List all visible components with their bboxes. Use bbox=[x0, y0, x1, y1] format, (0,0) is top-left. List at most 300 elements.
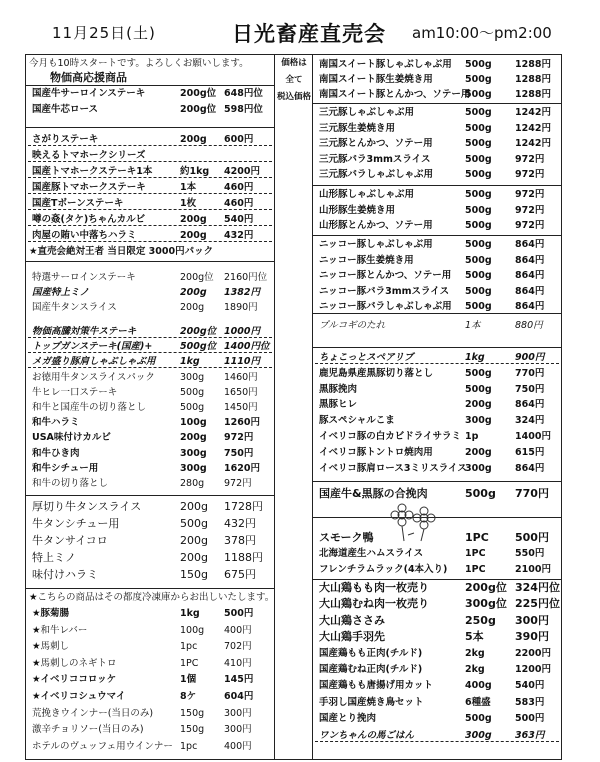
item-price: 1288円 bbox=[515, 59, 551, 70]
item-name: フレンチラムラック(4本入り) bbox=[319, 564, 448, 575]
frozen-note: ★こちらの商品はその都度冷凍庫からお出しいたします。 bbox=[29, 592, 275, 603]
list-item bbox=[28, 355, 272, 368]
item-price: 378円 bbox=[224, 534, 256, 547]
item-price: 972円 bbox=[224, 478, 252, 489]
item-qty: 280g bbox=[180, 478, 205, 489]
item-name: 三元豚とんかつ、ソテー用 bbox=[319, 138, 433, 149]
list-item bbox=[28, 500, 272, 513]
item-qty: 200g位 bbox=[180, 326, 217, 337]
item-qty: 500g bbox=[465, 487, 496, 500]
list-item bbox=[28, 657, 272, 670]
item-qty: 500g bbox=[465, 169, 492, 180]
list-item bbox=[28, 229, 272, 242]
list-item bbox=[315, 547, 559, 560]
section-divider bbox=[313, 481, 561, 482]
item-price: 1450円 bbox=[224, 402, 258, 413]
item-name: 牛タンシチュー用 bbox=[32, 517, 120, 530]
section-divider bbox=[313, 347, 561, 348]
item-qty: 1PC bbox=[465, 531, 489, 544]
list-item bbox=[315, 219, 559, 232]
item-qty: 500g bbox=[465, 122, 492, 134]
item-price: 1288円 bbox=[515, 74, 551, 85]
section-title: 物価高応援商品 bbox=[50, 71, 127, 84]
item-price: 604円 bbox=[224, 691, 254, 702]
section-divider bbox=[26, 127, 274, 128]
item-price: 972円 bbox=[224, 432, 254, 444]
item-name: ★馬刺しのネギトロ bbox=[32, 657, 117, 669]
list-item bbox=[315, 581, 559, 594]
list-item bbox=[315, 319, 559, 332]
section-divider bbox=[26, 588, 274, 589]
item-name: 三元豚しゃぶしゃぶ用 bbox=[319, 107, 415, 118]
list-item bbox=[315, 269, 559, 282]
item-name: 肉屋の賄い中落ちハラミ bbox=[32, 230, 137, 241]
item-qty: 100g bbox=[180, 417, 207, 429]
item-qty: 1kg bbox=[465, 352, 485, 363]
section-divider bbox=[313, 235, 561, 236]
list-item bbox=[28, 371, 272, 384]
item-name: 国産とり挽肉 bbox=[319, 713, 377, 725]
item-price: 1110円 bbox=[224, 356, 260, 368]
item-name: 国産牛タンスライス bbox=[32, 302, 117, 313]
item-name: 国産Tボーンステーキ bbox=[32, 198, 124, 209]
item-name: ★豚菊腸 bbox=[32, 608, 70, 619]
list-item bbox=[28, 301, 272, 314]
item-name: 国産鶏むね正肉(チルド) bbox=[319, 664, 423, 675]
item-name: ニッコー豚しゃぶしゃぶ用 bbox=[319, 239, 433, 250]
item-price: 550円 bbox=[515, 548, 545, 559]
list-item bbox=[315, 188, 559, 201]
list-item bbox=[315, 106, 559, 119]
item-qty: 300g bbox=[180, 462, 207, 474]
item-qty: 500g bbox=[465, 367, 492, 379]
item-price: 363円 bbox=[515, 729, 545, 741]
item-price: 432円 bbox=[224, 517, 256, 530]
item-name: 国産特上ミノ bbox=[32, 287, 90, 298]
item-qty: 150g bbox=[180, 707, 205, 719]
item-qty: 200g bbox=[180, 432, 207, 444]
list-item bbox=[28, 673, 272, 686]
item-price: 864円 bbox=[515, 399, 545, 411]
list-item bbox=[315, 168, 559, 181]
item-name: 南国スイート豚生姜焼き用 bbox=[319, 74, 433, 85]
list-item bbox=[28, 149, 272, 162]
item-price: 615円 bbox=[515, 446, 545, 458]
item-price: 1620円 bbox=[224, 462, 260, 474]
item-name: 噂の姦(タケ)ちゃんカルビ bbox=[32, 214, 146, 225]
item-name: 国産鶏もも唐揚げ用カット bbox=[319, 680, 433, 692]
item-price: 750円 bbox=[515, 383, 545, 395]
item-price: 770円 bbox=[515, 367, 545, 379]
item-name: スモーク鴨 bbox=[319, 531, 374, 544]
item-name: 山形豚生姜焼き用 bbox=[319, 204, 396, 216]
item-qty: 300g bbox=[180, 371, 205, 383]
item-qty: 2kg bbox=[465, 664, 485, 675]
item-price: 1382円 bbox=[224, 287, 260, 298]
item-qty: 200g bbox=[180, 134, 207, 145]
item-price: 972円 bbox=[515, 220, 545, 231]
list-item bbox=[28, 640, 272, 653]
item-qty: 500g bbox=[180, 402, 205, 413]
item-qty: 500g bbox=[180, 517, 208, 530]
list-item bbox=[315, 430, 559, 443]
item-price: 500円 bbox=[515, 713, 545, 725]
list-item bbox=[28, 568, 272, 581]
item-name: お徳用牛タンスライスパック bbox=[32, 371, 155, 383]
item-price: 1200円 bbox=[515, 664, 551, 675]
item-price: 864円 bbox=[515, 239, 545, 250]
section-divider bbox=[26, 261, 274, 262]
section-divider bbox=[313, 579, 561, 580]
item-qty: 1個 bbox=[180, 674, 197, 686]
item-price: 1242円 bbox=[515, 138, 551, 149]
item-price: 300円 bbox=[224, 707, 252, 719]
item-price: 540円 bbox=[224, 214, 254, 225]
item-price: 2160円位 bbox=[224, 272, 268, 283]
tax-note-line-2: 全て bbox=[285, 75, 303, 85]
list-item bbox=[315, 712, 559, 725]
list-item bbox=[28, 740, 272, 753]
item-name: 三元豚バラ3mmスライス bbox=[319, 153, 431, 165]
item-name: 三元豚生姜焼き用 bbox=[319, 122, 396, 134]
opening-hours: am10:00〜pm2:00 bbox=[412, 24, 552, 42]
list-item bbox=[315, 383, 559, 396]
item-qty: 200g位 bbox=[180, 272, 214, 283]
item-qty: 200g bbox=[180, 287, 207, 298]
item-name: 物価高騰対策牛ステーキ bbox=[32, 326, 137, 337]
item-price: 390円 bbox=[515, 630, 549, 644]
list-item bbox=[28, 517, 272, 530]
list-item bbox=[315, 153, 559, 166]
item-qty: 200g位 bbox=[180, 104, 217, 115]
item-qty: 300g bbox=[180, 447, 207, 459]
item-name: 和牛ひき肉 bbox=[32, 447, 80, 459]
item-qty: 300g位 bbox=[465, 597, 507, 611]
item-price: 1728円 bbox=[224, 500, 263, 513]
item-price: 300円 bbox=[224, 724, 252, 736]
item-name: 和牛ハラミ bbox=[32, 417, 80, 429]
item-price: 4200円 bbox=[224, 166, 260, 177]
list-item bbox=[28, 624, 272, 637]
item-price: 300円 bbox=[515, 613, 549, 627]
item-qty: 500g bbox=[465, 189, 492, 200]
list-item bbox=[28, 477, 272, 490]
sale-date: 11月25日(土) bbox=[52, 24, 156, 42]
item-qty: 200g bbox=[180, 302, 205, 313]
tax-note-column bbox=[275, 54, 313, 760]
item-qty: 200g位 bbox=[465, 581, 507, 594]
left-price-column bbox=[25, 54, 275, 760]
item-name: 南国スイート豚とんかつ、ソテー用 bbox=[319, 89, 471, 100]
item-qty: 200g bbox=[465, 446, 492, 458]
list-item bbox=[28, 534, 272, 547]
list-item bbox=[315, 462, 559, 475]
item-qty: 200g位 bbox=[180, 88, 217, 99]
item-qty: 500g bbox=[465, 270, 492, 281]
item-name: ニッコー豚バラしゃぶしゃぶ用 bbox=[319, 301, 452, 312]
item-price: 864円 bbox=[515, 254, 545, 266]
item-price: 1460円 bbox=[224, 371, 258, 383]
item-name: 味付けハラミ bbox=[32, 568, 98, 581]
item-qty: 500g bbox=[465, 107, 492, 118]
list-item bbox=[28, 723, 272, 736]
item-name: プルコギのたれ bbox=[319, 320, 386, 331]
item-price: 400円 bbox=[224, 740, 252, 752]
item-name: 南国スイート豚しゃぶしゃぶ用 bbox=[319, 59, 452, 70]
item-price: 2100円 bbox=[515, 564, 551, 575]
item-price: 500円 bbox=[515, 531, 549, 544]
item-price: 1288円 bbox=[515, 89, 551, 100]
item-qty: 150g bbox=[180, 568, 208, 581]
item-price: 600円 bbox=[224, 134, 254, 145]
item-qty: 400g bbox=[465, 680, 492, 692]
list-item bbox=[315, 398, 559, 411]
section-divider bbox=[26, 85, 274, 86]
list-item bbox=[28, 213, 272, 226]
section-divider bbox=[313, 185, 561, 186]
list-item bbox=[315, 73, 559, 86]
item-qty: 150g bbox=[180, 724, 205, 736]
list-item bbox=[28, 551, 272, 564]
item-name: USA味付けカルビ bbox=[32, 432, 111, 444]
item-name: 三元豚バラしゃぶしゃぶ用 bbox=[319, 169, 434, 180]
item-name: 国産牛サーロインステーキ bbox=[32, 88, 146, 99]
item-qty: 500g bbox=[465, 239, 492, 250]
item-price: 864円 bbox=[515, 462, 545, 474]
item-qty: 500g bbox=[465, 74, 492, 85]
item-qty: 500g bbox=[465, 59, 492, 70]
item-name: 映えるトマホークシリーズ bbox=[32, 150, 146, 161]
item-price: 583円 bbox=[515, 696, 545, 708]
item-qty: 200g bbox=[465, 399, 492, 411]
item-price: 864円 bbox=[515, 270, 545, 281]
list-item bbox=[315, 300, 559, 313]
item-qty: 100g bbox=[180, 624, 205, 636]
item-qty: 500g bbox=[465, 204, 492, 216]
list-item bbox=[28, 416, 272, 429]
item-qty: 500g bbox=[465, 138, 492, 149]
item-qty: 500g bbox=[465, 89, 492, 100]
item-name: 国産牛芯ロース bbox=[32, 104, 99, 115]
item-name: 北海道産生ハムスライス bbox=[319, 548, 424, 559]
item-name: 牛タンサイコロ bbox=[32, 534, 108, 547]
item-price: 1188円 bbox=[224, 551, 263, 564]
item-name: 黒豚挽肉 bbox=[319, 383, 358, 395]
list-item bbox=[315, 351, 559, 364]
special-offer: ★直売会絶対王者 当日限定 3000円パック bbox=[29, 246, 214, 257]
list-item bbox=[28, 197, 272, 210]
item-price: 900円 bbox=[515, 352, 545, 363]
page-title: 日光畜産直売会 bbox=[232, 22, 386, 46]
notice-text: 今月も10時スタートです。よろしくお願いします。 bbox=[29, 58, 249, 69]
item-price: 1000円 bbox=[224, 326, 260, 337]
list-item bbox=[315, 122, 559, 135]
list-item bbox=[28, 87, 272, 100]
item-name: 豚スペシャルこま bbox=[319, 415, 395, 427]
item-qty: 500g bbox=[465, 220, 492, 231]
item-name: 黒豚ヒレ bbox=[319, 399, 358, 411]
item-price: 400円 bbox=[224, 624, 252, 636]
item-qty: 500g位 bbox=[180, 341, 217, 353]
item-price: 880円 bbox=[515, 320, 543, 331]
item-name: さがりステーキ bbox=[32, 134, 99, 145]
item-price: 864円 bbox=[515, 285, 545, 297]
item-price: 770円 bbox=[515, 487, 549, 500]
item-price: 145円 bbox=[224, 674, 254, 686]
item-qty: 6種盛 bbox=[465, 696, 491, 708]
item-qty: 200g bbox=[180, 500, 208, 513]
item-name: 和牛シチュー用 bbox=[32, 462, 99, 474]
list-item bbox=[28, 386, 272, 399]
item-qty: 500g bbox=[465, 383, 492, 395]
item-qty: 1本 bbox=[465, 320, 481, 331]
list-item bbox=[28, 447, 272, 460]
item-price: 1260円 bbox=[224, 417, 260, 429]
item-qty: 300g bbox=[465, 729, 492, 741]
section-divider bbox=[313, 313, 561, 314]
item-price: 675円 bbox=[224, 568, 256, 581]
item-name: 特上ミノ bbox=[32, 551, 76, 564]
section-divider bbox=[313, 103, 561, 104]
list-item bbox=[315, 367, 559, 380]
item-name: イベリコ豚トントロ焼肉用 bbox=[319, 446, 433, 458]
flower-decoration-icon bbox=[388, 503, 444, 543]
list-item bbox=[315, 487, 559, 500]
list-item bbox=[315, 204, 559, 217]
list-item bbox=[28, 431, 272, 444]
right-price-column bbox=[312, 54, 562, 760]
item-name: 荒挽きウインナー(当日のみ) bbox=[32, 707, 154, 719]
list-item bbox=[28, 181, 272, 194]
item-qty: 8ケ bbox=[180, 691, 197, 702]
item-name: 和牛と国産牛の切り落とし bbox=[32, 402, 147, 413]
list-item bbox=[315, 614, 559, 627]
item-qty: 500g bbox=[180, 386, 205, 398]
item-price: 1400円位 bbox=[224, 341, 270, 353]
item-name: 山形豚しゃぶしゃぶ用 bbox=[319, 189, 415, 200]
list-item bbox=[315, 729, 559, 742]
tax-note-line-1: 価格は bbox=[281, 58, 307, 68]
list-item bbox=[315, 679, 559, 692]
item-name: ニッコー豚生姜焼き用 bbox=[319, 254, 414, 266]
item-name: 大山鶏もも肉一枚売り bbox=[319, 581, 429, 594]
item-qty: 1kg bbox=[180, 356, 200, 368]
item-price: 324円位 bbox=[515, 581, 560, 594]
item-name: 国産豚トマホークステーキ bbox=[32, 182, 146, 193]
item-price: 972円 bbox=[515, 204, 545, 216]
list-item bbox=[315, 285, 559, 298]
item-price: 648円位 bbox=[224, 88, 263, 99]
item-name: 鹿児島県産黒豚切り落とし bbox=[319, 367, 434, 379]
item-name: ★イベリコシュウマイ bbox=[32, 691, 126, 702]
list-item bbox=[28, 271, 272, 284]
list-item bbox=[315, 88, 559, 101]
item-price: 864円 bbox=[515, 301, 545, 312]
item-name: ★イベリココロッケ bbox=[32, 674, 117, 686]
item-name: 山形豚とんかつ、ソテー用 bbox=[319, 220, 433, 231]
item-price: 972円 bbox=[515, 189, 545, 200]
list-item bbox=[28, 690, 272, 703]
item-name: 国産トマホークステーキ1本 bbox=[32, 166, 153, 177]
item-qty: 1PC bbox=[180, 657, 199, 669]
item-name: 大山鶏むね肉一枚売り bbox=[319, 597, 429, 611]
item-name: 特選サーロインステーキ bbox=[32, 272, 136, 283]
item-price: 432円 bbox=[224, 230, 254, 241]
item-name: 和牛の切り落とし bbox=[32, 478, 109, 489]
item-name: メガ盛り豚肩しゃぶしゃぶ用 bbox=[32, 356, 156, 368]
list-item bbox=[315, 414, 559, 427]
list-item bbox=[315, 446, 559, 459]
list-item bbox=[28, 607, 272, 620]
item-price: 972円 bbox=[515, 153, 545, 165]
item-name: ニッコー豚とんかつ、ソテー用 bbox=[319, 270, 452, 281]
item-price: 500円 bbox=[224, 608, 254, 619]
item-qty: 500g bbox=[465, 254, 492, 266]
item-qty: 250g bbox=[465, 613, 496, 627]
item-price: 1242円 bbox=[515, 122, 551, 134]
item-name: ニッコー豚バラ3mmスライス bbox=[319, 285, 450, 297]
section-divider bbox=[26, 495, 274, 496]
item-qty: 500g bbox=[465, 285, 492, 297]
item-qty: 200g bbox=[180, 230, 207, 241]
item-name: 国産牛&黒豚の合挽肉 bbox=[319, 487, 428, 500]
list-item bbox=[315, 254, 559, 267]
item-name: 厚切り牛タンスライス bbox=[32, 500, 142, 513]
item-name: 国産鶏もも正肉(チルド) bbox=[319, 647, 423, 659]
list-item bbox=[28, 286, 272, 299]
list-item bbox=[28, 462, 272, 475]
item-price: 225円位 bbox=[515, 597, 560, 611]
item-price: 460円 bbox=[224, 198, 254, 209]
item-qty: 300g bbox=[465, 415, 492, 427]
list-item bbox=[315, 563, 559, 576]
list-item bbox=[315, 630, 559, 643]
list-item bbox=[28, 133, 272, 146]
item-name: 激辛チョリソー(当日のみ) bbox=[32, 724, 144, 736]
list-item bbox=[28, 707, 272, 720]
list-item bbox=[28, 340, 272, 353]
item-qty: 500g bbox=[465, 713, 492, 725]
item-name: ワンちゃんの馬ごはん bbox=[319, 729, 415, 741]
list-item bbox=[315, 647, 559, 660]
list-item bbox=[28, 165, 272, 178]
item-price: 1890円 bbox=[224, 302, 258, 313]
item-qty: 200g bbox=[180, 551, 208, 564]
item-price: 460円 bbox=[224, 182, 254, 193]
item-price: 750円 bbox=[224, 447, 254, 459]
item-qty: 約1kg bbox=[180, 166, 210, 177]
list-item bbox=[28, 325, 272, 338]
list-item bbox=[315, 597, 559, 610]
item-qty: 1PC bbox=[465, 548, 486, 559]
item-price: 2200円 bbox=[515, 647, 551, 659]
item-name: ホテルのヴュッフェ用ウインナー bbox=[32, 740, 173, 752]
item-qty: 5本 bbox=[465, 630, 484, 644]
item-name: ★馬刺し bbox=[32, 641, 70, 653]
list-item bbox=[315, 238, 559, 251]
item-name: 大山鶏手羽先 bbox=[319, 630, 385, 644]
item-name: 手羽し国産焼き鳥セット bbox=[319, 696, 424, 708]
item-price: 1650円 bbox=[224, 386, 258, 398]
item-qty: 1kg bbox=[180, 608, 200, 619]
list-item bbox=[28, 401, 272, 414]
item-price: 1242円 bbox=[515, 107, 551, 118]
item-price: 324円 bbox=[515, 415, 545, 427]
list-item bbox=[315, 663, 559, 676]
item-price: 598円位 bbox=[224, 104, 263, 115]
item-name: イベリコ豚肩ロース3ミリスライス bbox=[319, 462, 467, 474]
item-name: ★和牛レバー bbox=[32, 624, 88, 636]
